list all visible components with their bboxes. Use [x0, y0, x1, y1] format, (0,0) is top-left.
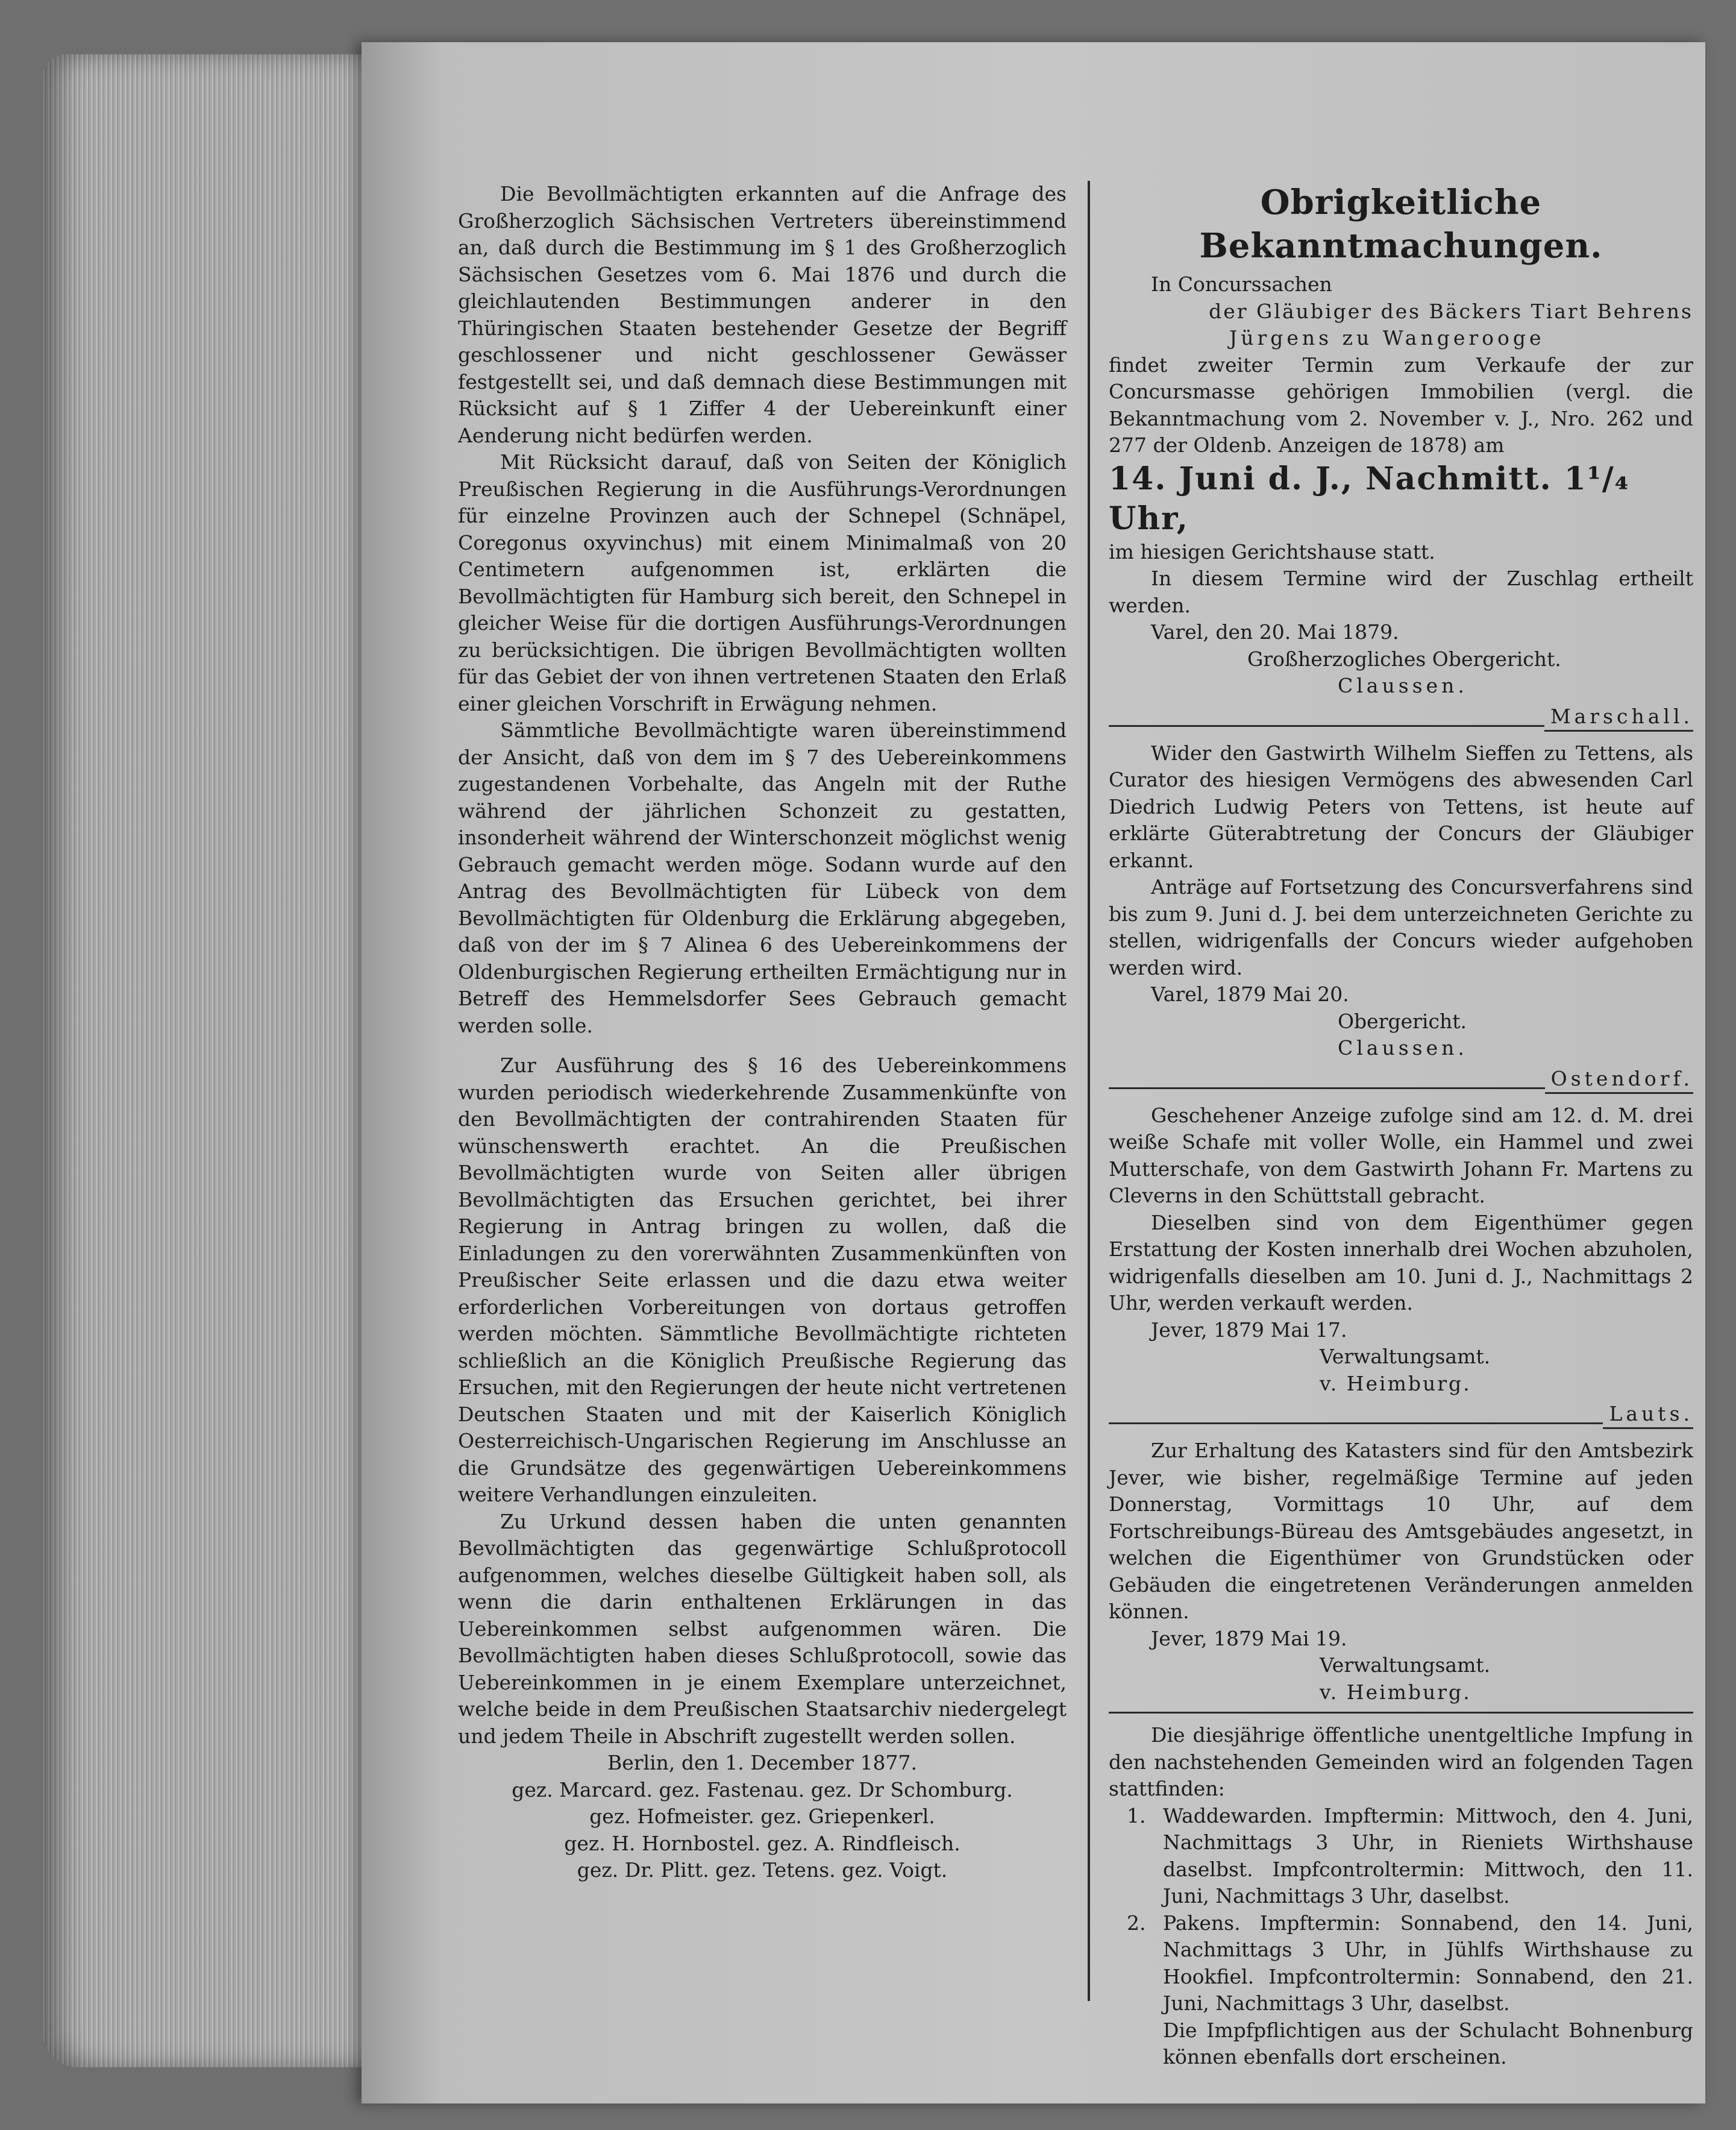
notice-marschall	[1109, 740, 1693, 1062]
column-divider	[1088, 181, 1090, 2001]
notice-line: der Gläubiger des Bäckers Tiart Behrens	[1209, 299, 1693, 323]
paragraph: Zu Urkund dessen haben die unten genannten Bevollmächtigten das gegenwärtige Schlußprotocoll aufgenommen, welches dieselbe Gültigkeit haben soll, als wenn die darin enthaltenen Erklärungen in das Uebereinkommen selbst aufgenommen wären. Die Bevollmächtigten haben dieses Schlußprotocoll, sowie das Uebereinkommen in je einem Exemplare unterzeichnet, welche beide in dem Preußischen Staatsarchiv niedergelegt und jedem Theile in Abschrift zugestellt werden sollen.	[458, 1509, 1067, 1748]
authority: Verwaltungsamt.	[1320, 1345, 1491, 1368]
section-heading: Obrigkeitliche Bekanntmachungen.	[1199, 183, 1603, 266]
place-date: Berlin, den 1. December 1877.	[607, 1751, 917, 1774]
signature: v. Heimburg.	[1320, 1680, 1471, 1704]
place-header: Lauts.	[1109, 1401, 1693, 1429]
notice-ostendorf	[1109, 1102, 1693, 1398]
signature-line: gez. Marcard. gez. Fastenau. gez. Dr Schomburg.	[512, 1777, 1013, 1802]
paragraph: Zur Erhaltung des Katasters sind für den Amtsbezirk Jever, wie bisher, regelmäßige Termine auf jeden Donnerstag, Vormittags 10 Uhr, auf dem Fortschreibungs-Büreau des Amtsgebäudes angesetzt, in welchen die Eigenthümer von Grundstücken oder Gebäuden die eingetretenen Veränderungen anmelden können.	[1109, 1439, 1693, 1623]
place-date: Jever, 1879 Mai 17.	[1151, 1318, 1347, 1342]
place-header: Marschall.	[1109, 703, 1693, 732]
paragraph: Sämmtliche Bevollmächtigte waren übereinstimmend der Ansicht, daß von dem im § 7 des Uebereinkommens zugestandenen Vorbehalte, das Angeln mit der Ruthe während der jährlichen Schonzeit zu gestatten, insonderheit während der Winterschonzeit möglichst wenig Gebrauch gemacht werden möge. Sodann wurde auf den Antrag des Bevollmächtigten für Lübeck von dem Bevollmächtigten für Oldenburg die Erklärung abgegeben, daß von der im § 7 Alinea 6 des Uebereinkommens der Oldenburgischen Regierung ertheilten Ermächtigung nur in Betreff des Hemmelsdorfer Sees Gebrauch gemacht werden solle.	[458, 718, 1067, 1037]
authority: Verwaltungsamt.	[1320, 1653, 1491, 1677]
signature-line: gez. Hofmeister. gez. Griepenkerl.	[589, 1805, 935, 1828]
left-column	[458, 181, 1067, 1884]
list-item: 1. Waddewarden. Impftermin: Mittwoch, den 4. Juni, Nachmittags 3 Uhr, in Rieniets Wirthshause daselbst. Impfcontroltermin: Mittwoch, den 11. Juni, Nachmittags 3 Uhr, daselbst.	[1127, 1803, 1693, 1908]
paragraph: Dieselben sind von dem Eigenthümer gegen Erstattung der Kosten innerhalb drei Wochen abzuholen, widrigenfalls dieselben am 10. Juni d. J., Nachmittags 2 Uhr, werden verkauft werden.	[1109, 1210, 1693, 1315]
notice-line: Jürgens zu Wangerooge	[1229, 326, 1545, 350]
vaccination-list	[1109, 1803, 1693, 2017]
book-page-edges	[42, 54, 380, 2067]
notice-lauts	[1109, 1437, 1693, 1706]
authority: Obergericht.	[1338, 1009, 1467, 1033]
notice-line: In Concurssachen	[1151, 272, 1332, 296]
paragraph: In diesem Termine wird der Zuschlag ertheilt werden.	[1109, 567, 1693, 617]
paragraph: Wider den Gastwirth Wilhelm Sieffen zu Tettens, als Curator des hiesigen Vermögens des abwesenden Carl Diedrich Ludwig Peters von Tettens, ist heute auf erklärte Güterabtretung der Concurs der Gläubiger erkannt.	[1109, 741, 1693, 872]
paragraph: Mit Rücksicht darauf, daß von Seiten der Königlich Preußischen Regierung in die Ausführungs-Verordnungen für einzelne Provinzen auch der Schnepel (Schnäpel, Coregonus oxyvinchus) mit einem Minimalmaß von 20 Centimetern aufgenommen ist, erklärten die Bevollmächtigten für Hamburg sich bereit, den Schnepel in gleicher Weise für die dortigen Ausführungs-Verordnungen zu berücksichtigen. Die übrigen Bevollmächtigten wollten für das Gebiet der von ihnen vertretenen Staaten den Erlaß einer gleichen Vorschrift in Erwägung nehmen.	[458, 450, 1067, 715]
paragraph: Die diesjährige öffentliche unentgeltliche Impfung in den nachstehenden Gemeinden wird an folgenden Tagen stattfinden:	[1109, 1723, 1693, 1800]
notice-concurs-behrens	[1109, 271, 1693, 700]
paragraph: Die Bevollmächtigten erkannten auf die Anfrage des Großherzoglich Sächsischen Vertreters übereinstimmend an, daß durch die Bestimmung im § 1 des Großherzoglich Sächsischen Gesetzes vom 6. Mai 1876 und durch die gleichlautenden Bestimmungen anderer in den Thüringischen Staaten bestehender Gesetze der Begriff geschlossener und nicht geschlossener Gewässer festgestellt sei, und daß demnach diese Bestimmungen mit Rücksicht auf § 1 Ziffer 4 der Uebereinkunft einer Aenderung nicht bedürfen werden.	[458, 182, 1067, 447]
paragraph: Zur Ausführung des § 16 des Uebereinkommens wurden periodisch wiederkehrende Zusammenkünfte von den Bevollmächtigten der contrahirenden Staaten für wünschenswerth erachtet. An die Preußischen Bevollmächtigten wurde von Seiten aller übrigen Bevollmächtigten das Ersuchen gerichtet, bei ihrer Regierung in Antrag bringen zu wollen, daß die Einladungen zu den vorerwähnten Zusammenkünften von Preußischer Seite erlassen und die dazu etwa weiter erforderlichen Vorbereitungen von dortaus getroffen werden möchten. Sämmtliche Bevollmächtigte richteten schließlich an die Königlich Preußische Regierung das Ersuchen, mit den Regierungen der heute nicht vertretenen Deutschen Staaten und mit der Kaiserlich Königlich Oesterreichisch-Ungarischen Regierung im Anschlusse an die Grundsätze des gegenwärtigen Uebereinkommens weitere Verhandlungen einzuleiten.	[458, 1054, 1067, 1506]
place-date: Varel, den 20. Mai 1879.	[1151, 620, 1399, 644]
signature-line: gez. H. Hornbostel. gez. A. Rindfleisch.	[564, 1831, 960, 1855]
paragraph: Anträge auf Fortsetzung des Concursverfahrens sind bis zum 9. Juni d. J. bei dem unterzeichneten Gerichte zu stellen, widrigenfalls der Concurs wieder aufgehoben werden wird.	[1109, 875, 1693, 979]
list-item: 2. Pakens. Impftermin: Sonnabend, den 14. Juni, Nachmittags 3 Uhr, in Jühlfs Wirthshause zu Hookfiel. Impfcontroltermin: Sonnabend, den 21. Juni, Nachmittags 3 Uhr, daselbst.	[1127, 1911, 1693, 2015]
paragraph: im hiesigen Gerichtshause statt.	[1109, 539, 1435, 564]
auction-date: 14. Juni d. J., Nachmitt. 1¹/₄ Uhr,	[1109, 460, 1630, 537]
place-date: Jever, 1879 Mai 19.	[1151, 1626, 1347, 1650]
paragraph: Die Impfpflichtigen aus der Schulacht Bohnenburg können ebenfalls dort erscheinen.	[1163, 2018, 1693, 2069]
signature: v. Heimburg.	[1320, 1371, 1471, 1395]
paragraph: findet zweiter Termin zum Verkaufe der zur Concursmasse gehörigen Immobilien (vergl. die Bekanntmachung vom 2. November v. J., Nro. 262 und 277 der Oldenb. Anzeigen de 1878) am	[1109, 353, 1693, 457]
signature: Claussen.	[1338, 1036, 1468, 1060]
notice-impfung	[1109, 1722, 1693, 2071]
paragraph: Geschehener Anzeige zufolge sind am 12. d. M. drei weiße Schafe mit voller Wolle, ein Hammel und zwei Mutterschafe, von dem Gastwirth Johann Fr. Martens zu Cleverns in den Schüttstall gebracht.	[1109, 1103, 1693, 1207]
authority: Großherzogliches Obergericht.	[1247, 647, 1561, 671]
place-date: Varel, 1879 Mai 20.	[1151, 982, 1349, 1006]
place-header: Ostendorf.	[1109, 1066, 1693, 1094]
signature: Claussen.	[1338, 674, 1468, 697]
divider	[1109, 1712, 1693, 1714]
right-column	[1109, 181, 1693, 2071]
signature-line: gez. Dr. Plitt. gez. Tetens. gez. Voigt.	[577, 1858, 948, 1882]
